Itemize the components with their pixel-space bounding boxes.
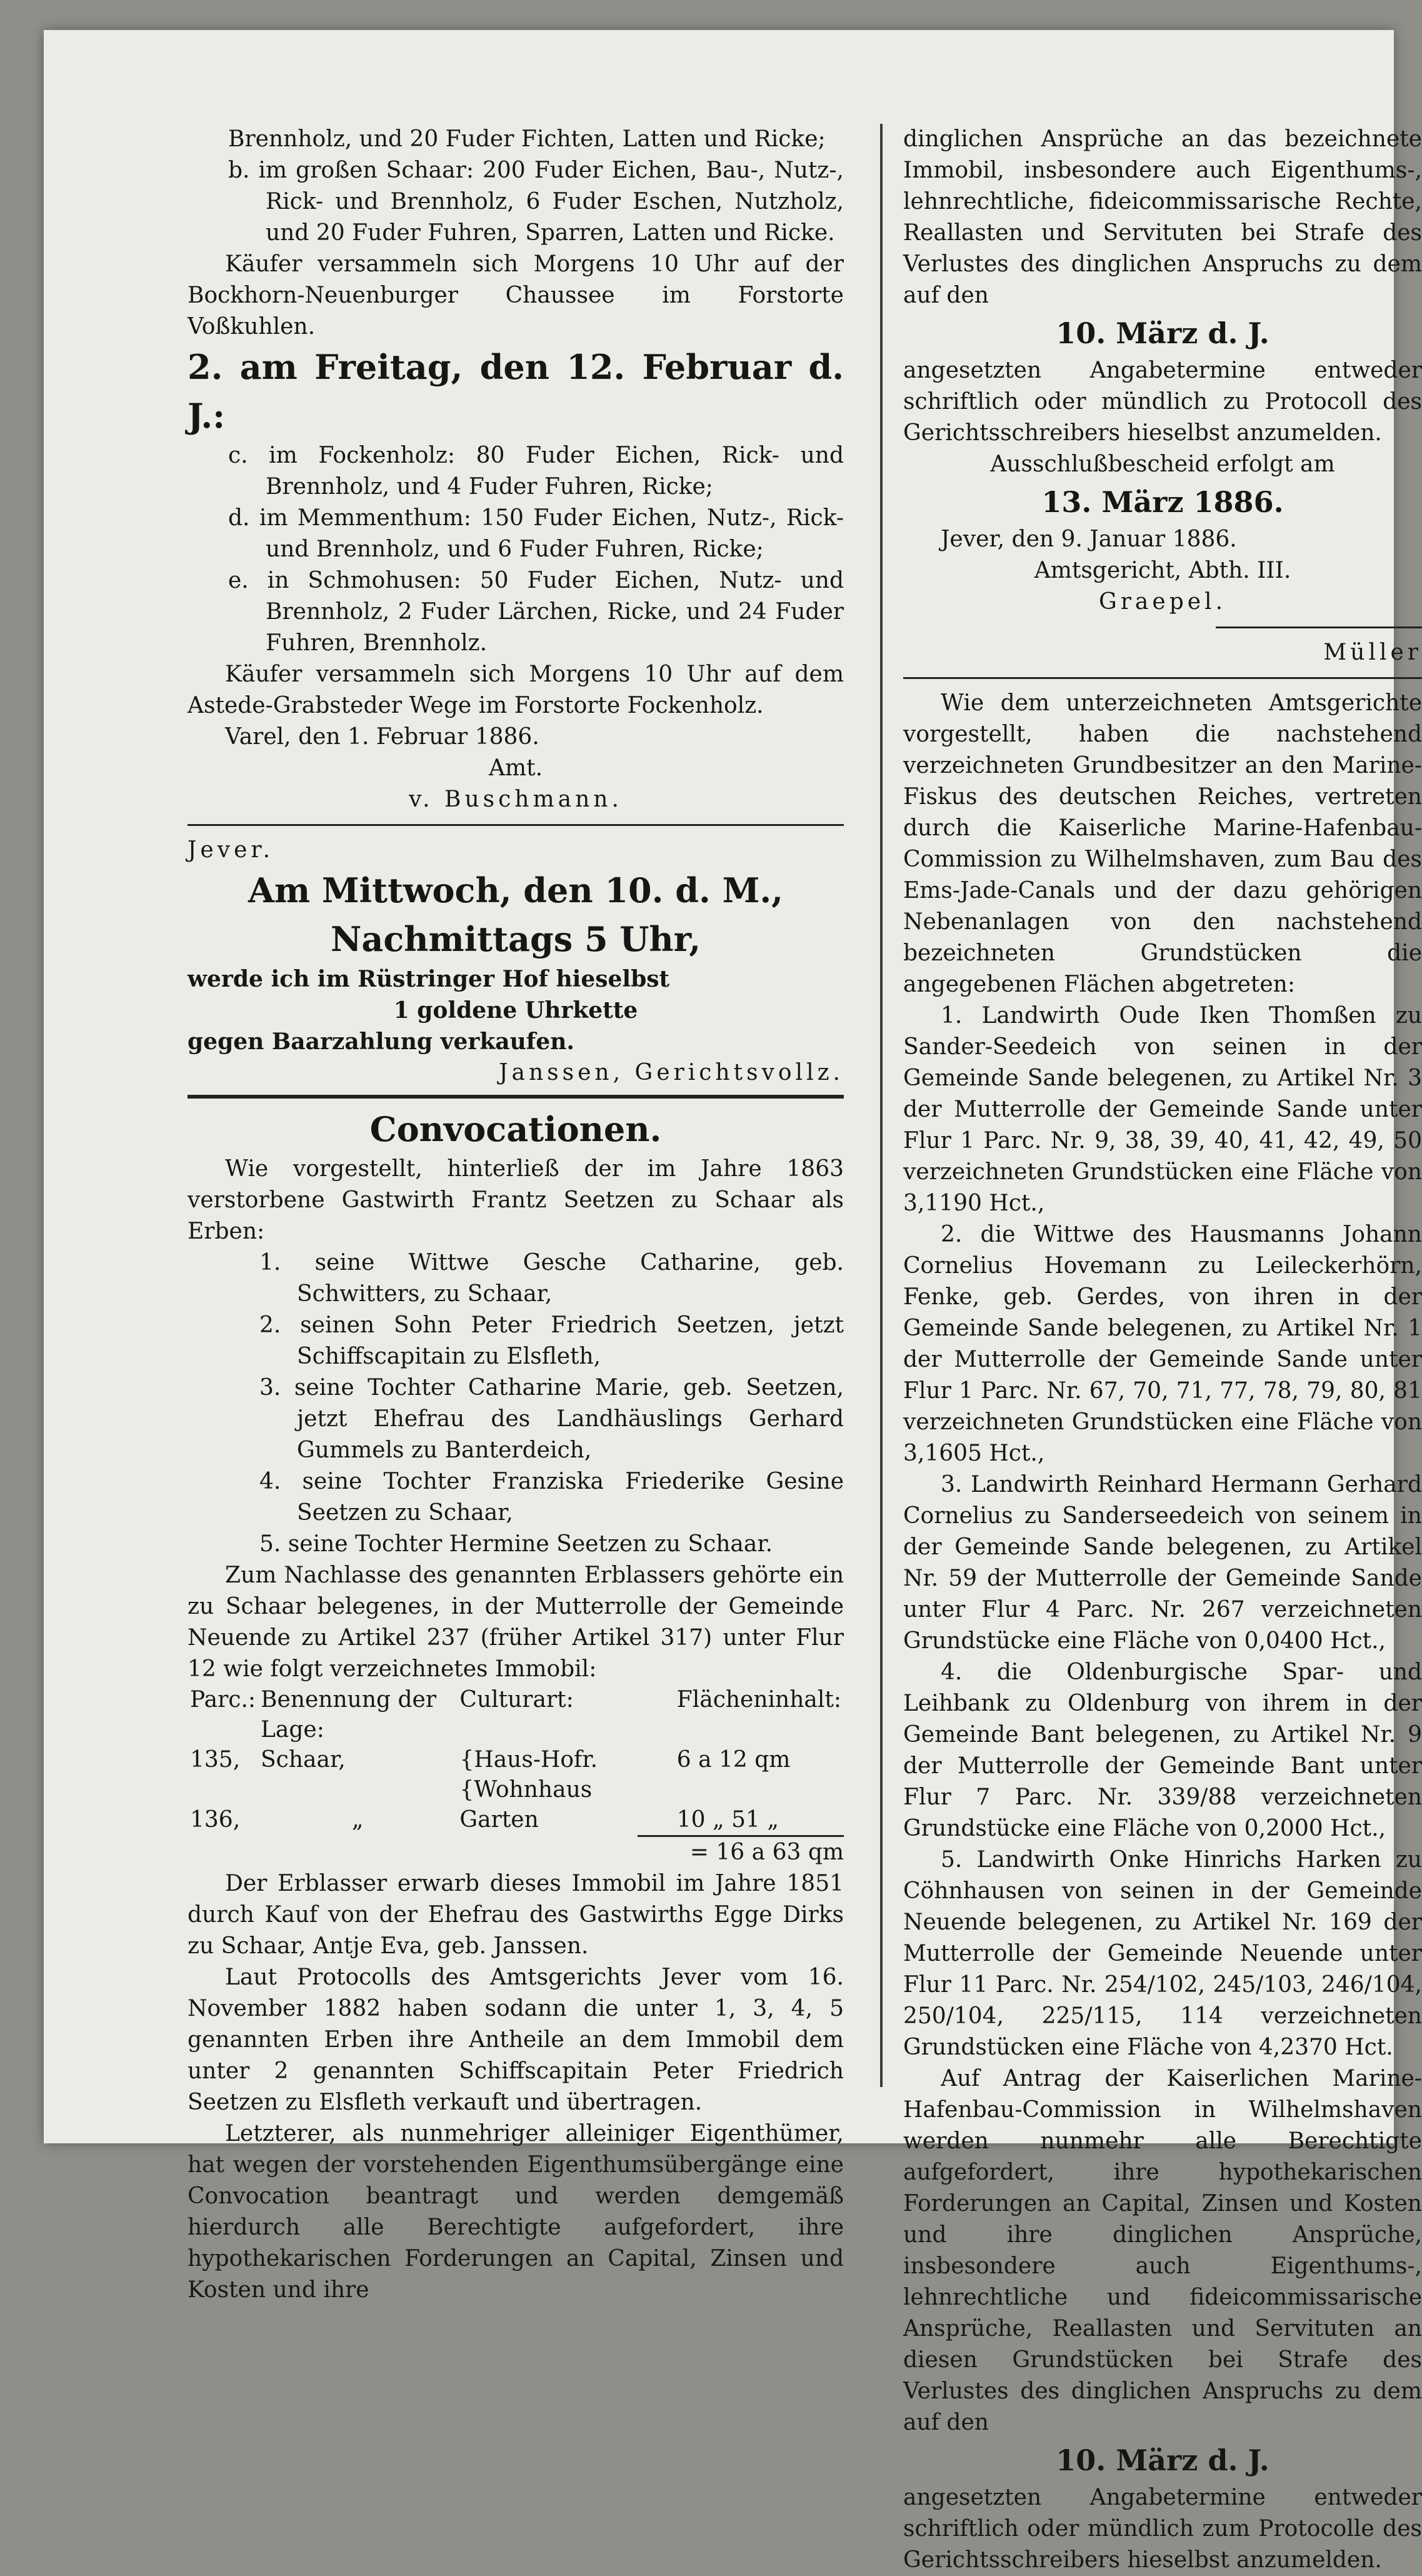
signature: v. Buschmann. [409, 787, 623, 812]
table-cell: Schaar, [261, 1747, 346, 1773]
section-heading: Convocationen. [369, 1109, 662, 1149]
decision-date: 13. März 1886. [1041, 485, 1284, 519]
text-block: Wie dem unterzeichneten Amtsgerichte vorgestellt, haben die nachstehend verzeichneten Grundbesitzer an den Marine-Fiskus des deutschen Reiches, vertreten durch die Kaiserliche Marine-Hafenbau-Commission zu Wilhelmshaven, zum Bau des Ems-Jade-Canals und der dazu gehörigen Nebenanlagen von den nachstehend bezeichneten Grundstücken die angegebenen Flächen abgetreten: [903, 690, 1422, 997]
list-item: 3. Landwirth Reinhard Hermann Gerhard Cornelius zu Sanderseedeich von seinem in der Gemeinde Sande belegenen, zu Artikel Nr. 59 der Mutterrolle der Gemeinde Sande unter Flur 4 Parc. Nr. 267 verzeichneten Grundstücke eine Fläche von 0,0400 Hct., [903, 1472, 1422, 1654]
list-item: 4. die Oldenburgische Spar- und Leihbank zu Oldenburg von ihrem in der Gemeinde Bant belegenen, zu Artikel Nr. 9 der Mutterrolle der Gemeinde Bant unter Flur 7 Parc. Nr. 339/88 verzeichneten Grundstücke eine Fläche von 0,2000 Hct., [903, 1659, 1422, 1841]
signature: Müller [1323, 640, 1422, 665]
list-item: 2. seinen Sohn Peter Friedrich Seetzen, jetzt Schiffscapitain zu Elsfleth, [259, 1312, 844, 1369]
table-sum: = 16 a 63 qm [638, 1835, 844, 1868]
list-item: 5. Landwirth Onke Hinrichs Harken zu Cöhnhausen von seinen in der Gemeinde Neuende belegenen, zu Artikel Nr. 169 der Mutterrolle der Gemeinde Neuende unter Flur 11 Parc. Nr. 254/102, 245/103, 246/104, 250/104, 225/115, 114 verzeichneten Grundstücken eine Fläche von 4,2370 Hct. [903, 1847, 1422, 2060]
table-cell: {Haus-Hofr. {Wohnhaus [459, 1747, 598, 1803]
list-item: 3. seine Tochter Catharine Marie, geb. Seetzen, jetzt Ehefrau des Landhäuslings Gerhard Gummels zu Banterdeich, [259, 1375, 844, 1463]
text-block: Zum Nachlasse des genannten Erblassers gehörte ein zu Schaar belegenes, in der Mutterrolle der Gemeinde Neuende zu Artikel 237 (früher Artikel 317) unter Flur 12 wie folgt verzeichnetes Immobil: [188, 1562, 844, 1682]
text-block: Käufer versammeln sich Morgens 10 Uhr auf der Bockhorn-Neuenburger Chaussee im Forstorte Voßkuhlen. [188, 251, 844, 340]
text-block: dinglichen Ansprüche an das bezeichnete Immobil, insbesondere auch Eigenthums-, lehnrechtliche, fideicommissarische Rechte, Reallasten und Servituten bei Strafe des Verlustes des dinglichen Anspruchs zu dem auf den [903, 126, 1422, 308]
text-block: e. in Schmohusen: 50 Fuder Eichen, Nutz- und Brennholz, 2 Fuder Lärchen, Ricke, und 24 Fuder Fuhren, Brennholz. [228, 568, 844, 656]
place-date: Jever, den 9. Januar 1886. [941, 526, 1237, 552]
office: Amt. [488, 755, 543, 781]
table-cell: „ [351, 1807, 364, 1833]
list-item: 1. Landwirth Oude Iken Thomßen zu Sander-Seedeich von seinen in der Gemeinde Sande belegenen, zu Artikel Nr. 3 der Mutterrolle der Gemeinde Sande unter Flur 1 Parc. Nr. 9, 38, 39, 40, 41, 42, 49, 50 verzeichneten Grundstücken eine Fläche von 3,1190 Hct., [903, 1003, 1422, 1216]
separator [188, 824, 844, 826]
text-block: Käufer versammeln sich Morgens 10 Uhr auf dem Astede-Grabsteder Wege im Forstorte Fockenholz. [188, 662, 844, 718]
text-block: werde ich im Rüstringer Hof hieselbst [188, 966, 670, 992]
text-block: d. im Memmenthum: 150 Fuder Eichen, Nutz-, Rick- und Brennholz, und 6 Fuder Fuhren, Ricke; [228, 505, 844, 562]
text-block: Letzterer, als nunmehriger alleiniger Eigenthümer, hat wegen der vorstehenden Eigenthumsübergänge eine Convocation beantragt und werden demgemäß hierdurch alle Berechtigte aufgefordert, ihre hypothekarischen Forderungen an Capital, Zinsen und Kosten und ihre [188, 2121, 844, 2303]
text-block: Der Erblasser erwarb dieses Immobil im Jahre 1851 durch Kauf von der Ehefrau des Gastwirths Egge Dirks zu Schaar, Antje Eva, geb. Janssen. [188, 1871, 844, 1959]
table-cell: 10 „ 51 „ [676, 1807, 779, 1833]
text-block: Ausschlußbescheid erfolgt am [990, 451, 1335, 477]
text-block: c. im Fockenholz: 80 Fuder Eichen, Rick- und Brennholz, und 4 Fuder Fuhren, Ricke; [228, 443, 844, 500]
signature: Janssen, Gerichtsvollz. [499, 1060, 844, 1085]
table-cell: 135, [190, 1747, 241, 1773]
office: Amtsgericht, Abth. III. [1034, 558, 1291, 583]
text-block: Laut Protocolls des Amtsgerichts Jever vom 16. November 1882 haben sodann die unter 1, 3, 4, 5 genannten Erben ihre Antheile an dem Immobil dem unter 2 genannten Schiffscapitain Peter Friedrich Seetzen zu Elsfleth verkauft und übertragen. [188, 1965, 844, 2115]
separator [903, 677, 1422, 679]
table-cell: 6 a 12 qm [676, 1747, 791, 1773]
table-row [188, 1745, 844, 1805]
table-cell: Culturart: [459, 1687, 574, 1713]
text-block: b. im großen Schaar: 200 Fuder Eichen, Bau-, Nutz-, Rick- und Brennholz, 6 Fuder Eschen, Nutzholz, und 20 Fuder Fuhren, Sparren, Latten und Ricke. [228, 158, 844, 246]
place-heading: Jever. [188, 837, 274, 863]
separator [188, 1095, 844, 1099]
auction-time: Nachmittags 5 Uhr, [330, 919, 701, 959]
place-date: Varel, den 1. Februar 1886. [225, 724, 539, 750]
list-item: 1. seine Wittwe Gesche Catharine, geb. Schwitters, zu Schaar, [259, 1250, 844, 1307]
table-cell: Garten [459, 1807, 539, 1833]
right-column [903, 124, 1422, 2576]
text-block: Wie vorgestellt, hinterließ der im Jahre 1863 verstorbene Gastwirth Frantz Seetzen zu Schaar als Erben: [188, 1156, 844, 1244]
text-block: Auf Antrag der Kaiserlichen Marine-Hafenbau-Commission in Wilhelmshaven werden nunmehr alle Berechtigte aufgefordert, ihre hypothekarischen Forderungen an Capital, Zinsen und Kosten und ihre dinglichen Ansprüche, insbesondere auch Eigenthums-, lehnrechtliche und fideicommissarische Ansprüche, Reallasten und Servituten an diesen Grundstücken bei Strafe des Verlustes des dinglichen Anspruchs zu dem auf den [903, 2066, 1422, 2435]
property-table [188, 1685, 844, 1835]
list-item: 2. die Wittwe des Hausmanns Johann Cornelius Hovemann zu Leileckerhörn, Fenke, geb. Gerdes, von ihren in der Gemeinde Sande belegenen, zu Artikel Nr. 1 der Mutterrolle der Gemeinde Sande unter Flur 1 Parc. Nr. 67, 70, 71, 77, 78, 79, 80, 81 verzeichneten Grundstücken eine Fläche von 3,1605 Hct., [903, 1222, 1422, 1466]
signature: Graepel. [1098, 589, 1227, 615]
deadline-date: 10. März d. J. [1056, 316, 1269, 350]
text-block: Brennholz, und 20 Fuder Fichten, Latten und Ricke; [228, 126, 826, 152]
table-row [188, 1805, 844, 1835]
table-cell: Parc.: [190, 1687, 256, 1713]
table-cell: Benennung der Lage: [261, 1687, 437, 1743]
column-divider [880, 124, 883, 2087]
auction-item: 1 goldene Uhrkette [393, 997, 638, 1024]
text-block: angesetzten Angabetermine entweder schriftlich oder mündlich zum Protocolle des Gerichtsschreibers hieselbst anzumelden. [903, 2485, 1422, 2573]
left-column [188, 124, 844, 2306]
text-block: angesetzten Angabetermine entweder schriftlich oder mündlich zu Protocoll des Gerichtsschreibers hieselbst anzumelden. [903, 358, 1422, 446]
auction-date: Am Mittwoch, den 10. d. M., [248, 870, 783, 910]
newspaper-page [44, 30, 1422, 2573]
heading-date: 2. am Freitag, den 12. Februar d. J.: [188, 347, 844, 436]
table-cell: 136, [190, 1807, 241, 1833]
text-block: gegen Baarzahlung verkaufen. [188, 1029, 574, 1055]
table-cell: Flächeninhalt: [676, 1687, 841, 1713]
list-item: 5. seine Tochter Hermine Seetzen zu Schaar. [259, 1531, 773, 1557]
deadline-date: 10. März d. J. [1056, 2443, 1269, 2477]
table-header [188, 1685, 844, 1745]
list-item: 4. seine Tochter Franziska Friederike Gesine Seetzen zu Schaar, [259, 1469, 844, 1526]
separator [1216, 626, 1422, 628]
